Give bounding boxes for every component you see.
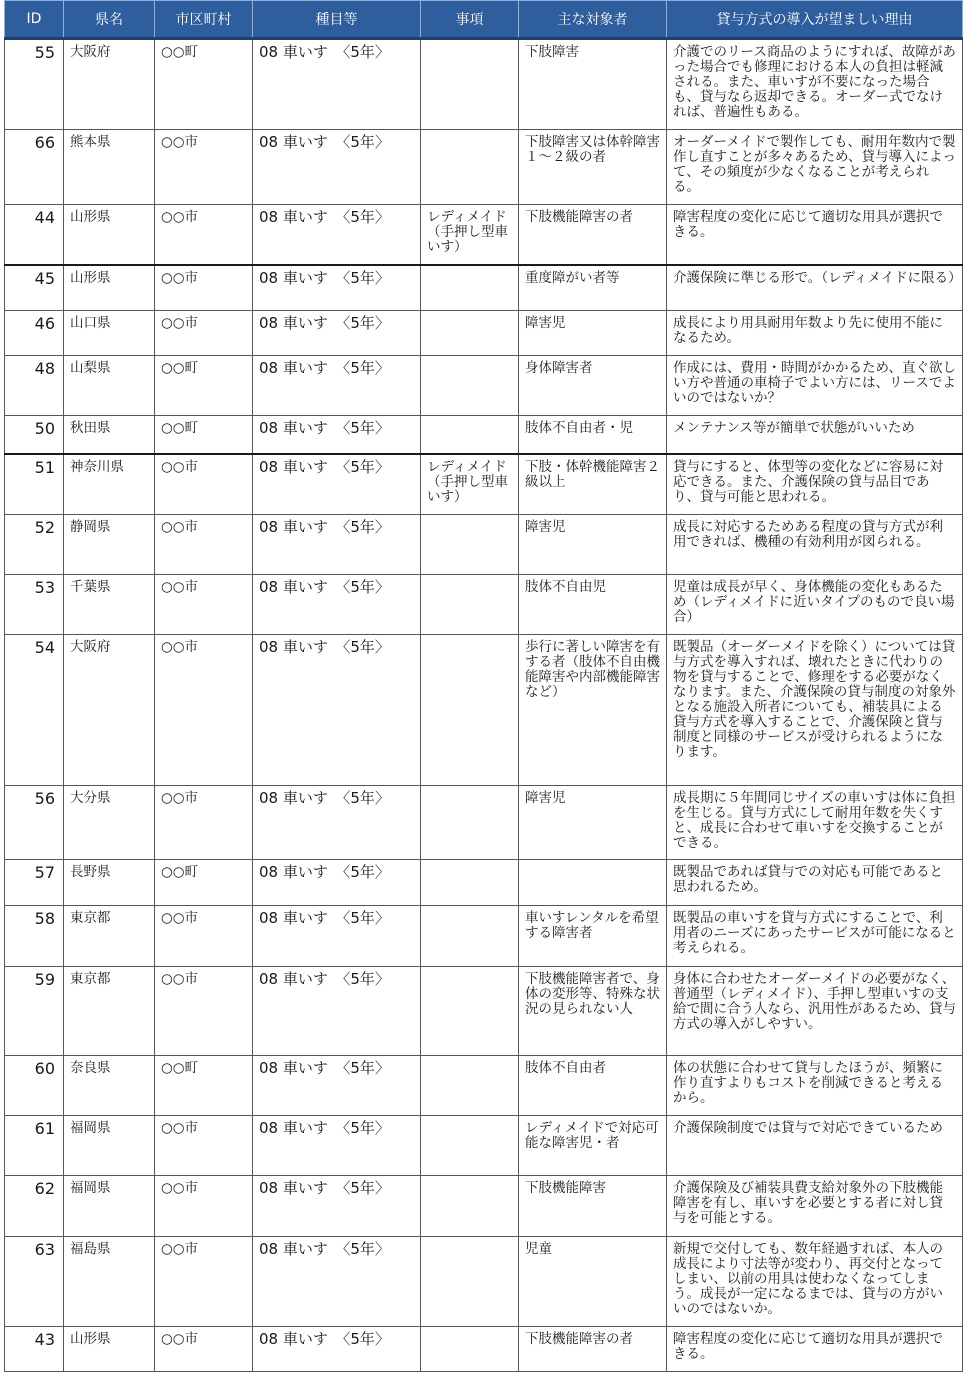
cell-item-type: 08 車いす 〈5年〉 bbox=[253, 416, 421, 454]
cell-prefecture: 山形県 bbox=[64, 265, 155, 311]
cell-id: 58 bbox=[5, 906, 64, 967]
cell-item-type: 08 車いす 〈5年〉 bbox=[253, 786, 421, 860]
cell-main-target: 下肢・体幹機能障害２級以上 bbox=[519, 454, 667, 515]
cell-item-type: 08 車いす 〈5年〉 bbox=[253, 1237, 421, 1327]
cell-reason: 作成には、費用・時間がかかるため、直ぐ欲しい方や普通の車椅子でよい方には、リースでよいのではないか？ bbox=[667, 356, 963, 416]
cell-municipality: ○○市 bbox=[155, 635, 253, 786]
cell-id: 59 bbox=[5, 967, 64, 1056]
cell-municipality: ○○町 bbox=[155, 860, 253, 906]
cell-main-target: レディメイドで対応可能な障害児・者 bbox=[519, 1116, 667, 1176]
cell-id: 43 bbox=[5, 1327, 64, 1372]
cell-item-type: 08 車いす 〈5年〉 bbox=[253, 454, 421, 515]
cell-item-type: 08 車いす 〈5年〉 bbox=[253, 575, 421, 635]
cell-item-type: 08 車いす 〈5年〉 bbox=[253, 130, 421, 205]
cell-prefecture: 山形県 bbox=[64, 205, 155, 265]
cell-municipality: ○○町 bbox=[155, 39, 253, 130]
cell-prefecture: 福岡県 bbox=[64, 1116, 155, 1176]
cell-municipality: ○○市 bbox=[155, 575, 253, 635]
cell-id: 50 bbox=[5, 416, 64, 454]
cell-reason: 既製品（オーダーメイドを除く）については貸与方式を導入すれば、壊れたときに代わりの物を貸与することで、修理をする必要がなくなります。また、介護保険の貸与制度の対象外となる施設入所者についても、補装具による貸与方式を導入することで、介護保険と貸与制度と同様のサービスが受けられるようになります。 bbox=[667, 635, 963, 786]
cell-id: 46 bbox=[5, 311, 64, 356]
cell-main-target: 下肢機能障害の者 bbox=[519, 205, 667, 265]
cell-prefecture: 大阪府 bbox=[64, 39, 155, 130]
cell-municipality: ○○市 bbox=[155, 205, 253, 265]
header-item-type: 種目等 bbox=[253, 1, 421, 39]
header-matter: 事項 bbox=[421, 1, 519, 39]
cell-item-type: 08 車いす 〈5年〉 bbox=[253, 265, 421, 311]
cell-municipality: ○○市 bbox=[155, 1237, 253, 1327]
cell-municipality: ○○市 bbox=[155, 130, 253, 205]
cell-item-type: 08 車いす 〈5年〉 bbox=[253, 860, 421, 906]
wheelchair-lending-table bbox=[4, 0, 963, 1372]
cell-prefecture: 熊本県 bbox=[64, 130, 155, 205]
cell-item-type: 08 車いす 〈5年〉 bbox=[253, 356, 421, 416]
cell-reason: 新規で交付しても、数年経過すれば、本人の成長により寸法等が変わり、再交付となってしまい、以前の用具は使わなくなってしまう。成長が一定になるまでは、貸与の方がいいのではないか。 bbox=[667, 1237, 963, 1327]
cell-item-type: 08 車いす 〈5年〉 bbox=[253, 311, 421, 356]
cell-matter bbox=[421, 575, 519, 635]
cell-municipality: ○○市 bbox=[155, 906, 253, 967]
table-row bbox=[5, 1327, 963, 1372]
cell-reason: 貸与にすると、体型等の変化などに容易に対応できる。また、介護保険の貸与品目であり、貸与可能と思われる。 bbox=[667, 454, 963, 515]
cell-id: 57 bbox=[5, 860, 64, 906]
cell-id: 51 bbox=[5, 454, 64, 515]
cell-prefecture: 山形県 bbox=[64, 1327, 155, 1372]
cell-matter bbox=[421, 130, 519, 205]
cell-main-target: 下肢機能障害者で、身体の変形等、特殊な状況の見られない人 bbox=[519, 967, 667, 1056]
table-row bbox=[5, 515, 963, 575]
cell-prefecture: 東京都 bbox=[64, 906, 155, 967]
table-row bbox=[5, 575, 963, 635]
cell-prefecture: 千葉県 bbox=[64, 575, 155, 635]
cell-item-type: 08 車いす 〈5年〉 bbox=[253, 205, 421, 265]
cell-matter bbox=[421, 265, 519, 311]
cell-reason: 成長により用具耐用年数より先に使用不能になるため。 bbox=[667, 311, 963, 356]
cell-main-target: 肢体不自由者 bbox=[519, 1056, 667, 1116]
header-municipality: 市区町村 bbox=[155, 1, 253, 39]
cell-item-type: 08 車いす 〈5年〉 bbox=[253, 635, 421, 786]
cell-item-type: 08 車いす 〈5年〉 bbox=[253, 1327, 421, 1372]
cell-main-target: 障害児 bbox=[519, 786, 667, 860]
cell-prefecture: 山梨県 bbox=[64, 356, 155, 416]
cell-matter bbox=[421, 967, 519, 1056]
cell-reason: 介護でのリース商品のようにすれば、故障があった場合でも修理における本人の負担は軽減される。また、車いすが不要になった場合も、貸与なら返却できる。オーダー式でなければ、普遍性もある。 bbox=[667, 39, 963, 130]
cell-reason: 児童は成長が早く、身体機能の変化もあるため（レディメイドに近いタイプのもので良い場合） bbox=[667, 575, 963, 635]
cell-municipality: ○○市 bbox=[155, 265, 253, 311]
cell-municipality: ○○市 bbox=[155, 786, 253, 860]
cell-municipality: ○○市 bbox=[155, 967, 253, 1056]
cell-id: 54 bbox=[5, 635, 64, 786]
cell-municipality: ○○市 bbox=[155, 1116, 253, 1176]
cell-matter bbox=[421, 356, 519, 416]
cell-matter bbox=[421, 1237, 519, 1327]
cell-municipality: ○○市 bbox=[155, 454, 253, 515]
cell-prefecture: 大阪府 bbox=[64, 635, 155, 786]
cell-municipality: ○○市 bbox=[155, 311, 253, 356]
cell-main-target: 障害児 bbox=[519, 515, 667, 575]
table-row bbox=[5, 130, 963, 205]
table-row bbox=[5, 416, 963, 454]
cell-reason: オーダーメイドで製作しても、耐用年数内で製作し直すことが多々あるため、貸与導入によって、その頻度が少なくなることが考えられる。 bbox=[667, 130, 963, 205]
cell-prefecture: 福岡県 bbox=[64, 1176, 155, 1237]
cell-municipality: ○○市 bbox=[155, 1176, 253, 1237]
cell-main-target: 車いすレンタルを希望する障害者 bbox=[519, 906, 667, 967]
table-row bbox=[5, 205, 963, 265]
cell-municipality: ○○町 bbox=[155, 416, 253, 454]
cell-municipality: ○○市 bbox=[155, 515, 253, 575]
cell-matter bbox=[421, 39, 519, 130]
table-row bbox=[5, 454, 963, 515]
cell-reason: 介護保険及び補装具費支給対象外の下肢機能障害を有し、車いすを必要とする者に対し貸与を可能とする。 bbox=[667, 1176, 963, 1237]
cell-matter bbox=[421, 416, 519, 454]
cell-reason: 成長期に５年間同じサイズの車いすは体に負担を生じる。貸与方式にして耐用年数を失くすと、成長に合わせて車いすを交換することができる。 bbox=[667, 786, 963, 860]
cell-main-target: 肢体不自由者・児 bbox=[519, 416, 667, 454]
table-row bbox=[5, 39, 963, 130]
cell-reason: 介護保険に準じる形で。（レディメイドに限る） bbox=[667, 265, 963, 311]
cell-id: 56 bbox=[5, 786, 64, 860]
cell-matter bbox=[421, 860, 519, 906]
cell-matter bbox=[421, 515, 519, 575]
cell-item-type: 08 車いす 〈5年〉 bbox=[253, 39, 421, 130]
cell-prefecture: 山口県 bbox=[64, 311, 155, 356]
cell-id: 45 bbox=[5, 265, 64, 311]
cell-municipality: ○○町 bbox=[155, 356, 253, 416]
table-row bbox=[5, 906, 963, 967]
cell-main-target: 歩行に著しい障害を有する者（肢体不自由機能障害や内部機能障害など） bbox=[519, 635, 667, 786]
table-row bbox=[5, 1237, 963, 1327]
header-prefecture: 県名 bbox=[64, 1, 155, 39]
cell-reason: 既製品の車いすを貸与方式にすることで、利用者のニーズにあったサービスが可能になると考えられる。 bbox=[667, 906, 963, 967]
cell-reason: 身体に合わせたオーダーメイドの必要がなく、普通型（レディメイド）、手押し型車いすの支給で間に合う人なら、汎用性があるため、貸与方式の導入がしやすい。 bbox=[667, 967, 963, 1056]
cell-matter bbox=[421, 1327, 519, 1372]
cell-item-type: 08 車いす 〈5年〉 bbox=[253, 1176, 421, 1237]
cell-prefecture: 神奈川県 bbox=[64, 454, 155, 515]
cell-main-target: 下肢障害又は体幹障害１～２級の者 bbox=[519, 130, 667, 205]
header-id: ID bbox=[5, 1, 64, 39]
cell-main-target: 重度障がい者等 bbox=[519, 265, 667, 311]
cell-prefecture: 東京都 bbox=[64, 967, 155, 1056]
cell-matter bbox=[421, 786, 519, 860]
table-row bbox=[5, 356, 963, 416]
table-row bbox=[5, 967, 963, 1056]
cell-item-type: 08 車いす 〈5年〉 bbox=[253, 967, 421, 1056]
cell-id: 44 bbox=[5, 205, 64, 265]
cell-reason: 体の状態に合わせて貸与したほうが、頻繁に作り直すよりもコストを削減できると考えるから。 bbox=[667, 1056, 963, 1116]
cell-matter bbox=[421, 1056, 519, 1116]
header-row bbox=[5, 1, 963, 39]
cell-id: 63 bbox=[5, 1237, 64, 1327]
cell-reason: 介護保険制度では貸与で対応できているため bbox=[667, 1116, 963, 1176]
cell-main-target: 児童 bbox=[519, 1237, 667, 1327]
cell-matter: レディメイド（手押し型車いす） bbox=[421, 454, 519, 515]
cell-item-type: 08 車いす 〈5年〉 bbox=[253, 515, 421, 575]
cell-reason: 既製品であれば貸与での対応も可能であると思われるため。 bbox=[667, 860, 963, 906]
cell-id: 48 bbox=[5, 356, 64, 416]
cell-main-target: 下肢機能障害の者 bbox=[519, 1327, 667, 1372]
cell-municipality: ○○市 bbox=[155, 1327, 253, 1372]
cell-prefecture: 長野県 bbox=[64, 860, 155, 906]
cell-reason: 障害程度の変化に応じて適切な用具が選択できる。 bbox=[667, 205, 963, 265]
cell-item-type: 08 車いす 〈5年〉 bbox=[253, 906, 421, 967]
cell-id: 55 bbox=[5, 39, 64, 130]
table-row bbox=[5, 311, 963, 356]
cell-main-target: 下肢障害 bbox=[519, 39, 667, 130]
table-row bbox=[5, 786, 963, 860]
cell-prefecture: 大分県 bbox=[64, 786, 155, 860]
cell-prefecture: 静岡県 bbox=[64, 515, 155, 575]
cell-main-target: 肢体不自由児 bbox=[519, 575, 667, 635]
cell-id: 66 bbox=[5, 130, 64, 205]
cell-reason: 成長に対応するためある程度の貸与方式が利用できれば、機種の有効利用が図られる。 bbox=[667, 515, 963, 575]
cell-id: 53 bbox=[5, 575, 64, 635]
cell-reason: メンテナンス等が簡単で状態がいいため bbox=[667, 416, 963, 454]
cell-id: 61 bbox=[5, 1116, 64, 1176]
cell-matter bbox=[421, 311, 519, 356]
cell-main-target: 障害児 bbox=[519, 311, 667, 356]
cell-id: 60 bbox=[5, 1056, 64, 1116]
table-row bbox=[5, 1056, 963, 1116]
table-row bbox=[5, 265, 963, 311]
cell-id: 52 bbox=[5, 515, 64, 575]
cell-prefecture: 秋田県 bbox=[64, 416, 155, 454]
cell-main-target: 下肢機能障害 bbox=[519, 1176, 667, 1237]
header-main-target: 主な対象者 bbox=[519, 1, 667, 39]
cell-municipality: ○○町 bbox=[155, 1056, 253, 1116]
cell-reason: 障害程度の変化に応じて適切な用具が選択できる。 bbox=[667, 1327, 963, 1372]
table-row bbox=[5, 860, 963, 906]
cell-prefecture: 福島県 bbox=[64, 1237, 155, 1327]
cell-main-target: 身体障害者 bbox=[519, 356, 667, 416]
cell-matter: レディメイド（手押し型車いす） bbox=[421, 205, 519, 265]
cell-matter bbox=[421, 1116, 519, 1176]
cell-matter bbox=[421, 1176, 519, 1237]
table-row bbox=[5, 1176, 963, 1237]
table-row bbox=[5, 635, 963, 786]
cell-matter bbox=[421, 906, 519, 967]
cell-matter bbox=[421, 635, 519, 786]
header-reason: 貸与方式の導入が望ましい理由 bbox=[667, 1, 963, 39]
cell-item-type: 08 車いす 〈5年〉 bbox=[253, 1116, 421, 1176]
table-row bbox=[5, 1116, 963, 1176]
cell-item-type: 08 車いす 〈5年〉 bbox=[253, 1056, 421, 1116]
cell-main-target bbox=[519, 860, 667, 906]
cell-prefecture: 奈良県 bbox=[64, 1056, 155, 1116]
cell-id: 62 bbox=[5, 1176, 64, 1237]
